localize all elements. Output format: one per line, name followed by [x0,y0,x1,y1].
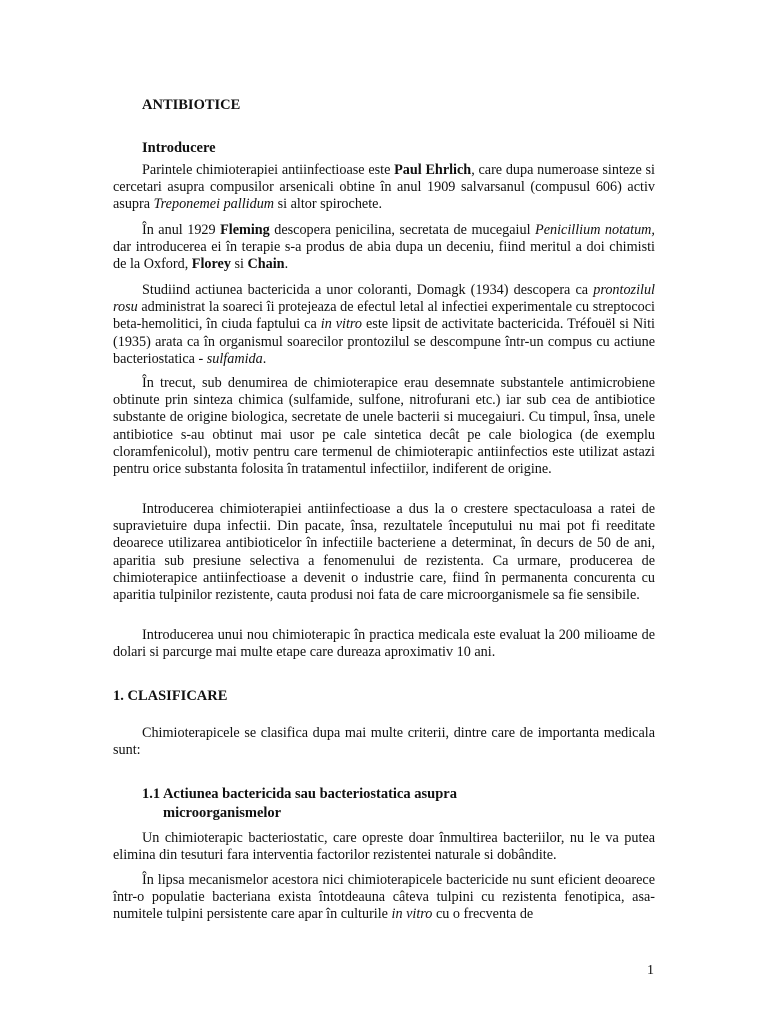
species-penicillium: Penicillium notatum, [535,222,655,238]
page-number: 1 [647,963,654,978]
name-fleming: Fleming [220,222,270,238]
paragraph-resistance: Introducerea chimioterapiei antiinfectioase a dus la o crestere spectaculoasa a ratei de supravietuire dupa infectii. Din pacate, însa, rezultatele începutului nu mai pot fi reeditate deoarece utilizarea antibioticelor în infectiile bacteriene a determinat, în decurs de 50 de ani, aparitia sub presiune selectiva a fenomenului de rezistenta. Ca urmare, producerea de chimioterapice antiinfectioase a devenit o industrie care, fiind în permanenta concurenta cu aparitia tulpinilor rezistente, cauta produsi noi fata de care microorganismele sa fie sensibile. [113,501,655,604]
paragraph-cost: Introducerea unui nou chimioterapic în practica medicala este evaluat la 200 milioame de dolari si parcurge mai multe etape care dureaza aproximativ 10 ani. [113,627,655,661]
name-chain: Chain [247,256,285,273]
paragraph-persistent [113,872,655,924]
term-in-vitro: in vitro [391,906,433,923]
text-run: cu o frecventa de [432,906,534,923]
text-run: si altor spirochete. [274,196,382,213]
paragraph-criteria: Chimioterapicele se clasifica dupa mai multe criterii, dintre care de importanta medicala sunt: [113,725,655,759]
text-run: si [230,256,248,273]
term-in-vitro: in vitro [320,316,363,333]
text-run: . [262,350,267,367]
text-run: Parintele chimioterapiei antiinfectioase este [142,162,395,178]
text-run: . [284,256,289,273]
text-run: În anul 1929 [142,222,221,238]
text-run: administrat la soareci îi protejeaza de efectul letal al infectiei experimentale cu streptococi beta-hemolitici, în ciuda faptului ca [113,299,655,333]
text-run: , care dupa numeroase sinteze si cercetari asupra compusilor arsenicali obtine în anul 1909 salvarsanul (compusul 606) activ asupra [113,162,655,213]
term-prontozil: prontozilul rosu [113,282,655,316]
paragraph-domagk [113,282,655,368]
text-run: este lipsit de activitate bactericida. Tréfouël si Niti (1935) arata ca în organismul soarecilor prontozilul se descompune într-un compus cu actiune bacteriostatica - [113,316,655,367]
paragraph-bacteriostatic: Un chimioterapic bacteriostatic, care opreste doar înmultirea bacteriilor, nu le va putea elimina din tesuturi fara interventia factorilor rezistentei naturale si dobândite. [113,830,655,864]
text-run: Studiind actiunea bactericida a unor coloranti, Domagk (1934) descopera ca [142,282,594,298]
section-heading-clasificare: 1. CLASIFICARE [113,688,228,704]
subsection-heading-line2: microorganismelor [163,805,282,821]
text-run: În lipsa mecanismelor acestora nici chimioterapicele bactericide nu sunt eficient deoarece într-o populatie bacteriana exista întotdeauna câteva tulpini cu rezistenta fenotipica, asa-numitele tulpini persistente care apar în culturile [113,872,655,923]
species-treponema: Treponemei pallidum [153,196,275,213]
intro-heading: Introducere [142,140,216,156]
paragraph-ehrlich [113,162,655,214]
paragraph-fleming [113,222,655,274]
name-florey: Florey [191,256,231,273]
subsection-heading [142,785,502,823]
name-ehrlich: Paul Ehrlich [394,162,472,178]
document-title: ANTIBIOTICE [142,97,241,113]
paragraph-history: În trecut, sub denumirea de chimioterapice erau desemnate substantele antimicrobiene obtinute prin sinteza chimica (sulfamide, sulfone, nitrofurani etc.) iar sub cea de antibiotice substante de origine biologica, secretate de unele bacterii si mucegaiuri. Cu timpul, însa, unele antibiotice s-au obtinut mai usor pe cale sintetica decât pe cale biologica (de exemplu cloramfenicolul), motiv pentru care termenul de chimioterapic antiinfectios este utilizat astazi pentru orice substanta folosita în tratamentul infectiilor, indiferent de origine. [113,375,655,478]
subsection-heading-line1: 1.1 Actiunea bactericida sau bacteriostatica asupra [142,786,457,802]
term-sulfamida: sulfamida [206,350,263,367]
text-run: descopera penicilina, secretata de mucegaiul [269,222,536,238]
text-run: dar introducerea ei în terapie s-a produs de abia dupa un deceniu, fiind meritul a doi chimisti de la Oxford, [113,239,655,273]
